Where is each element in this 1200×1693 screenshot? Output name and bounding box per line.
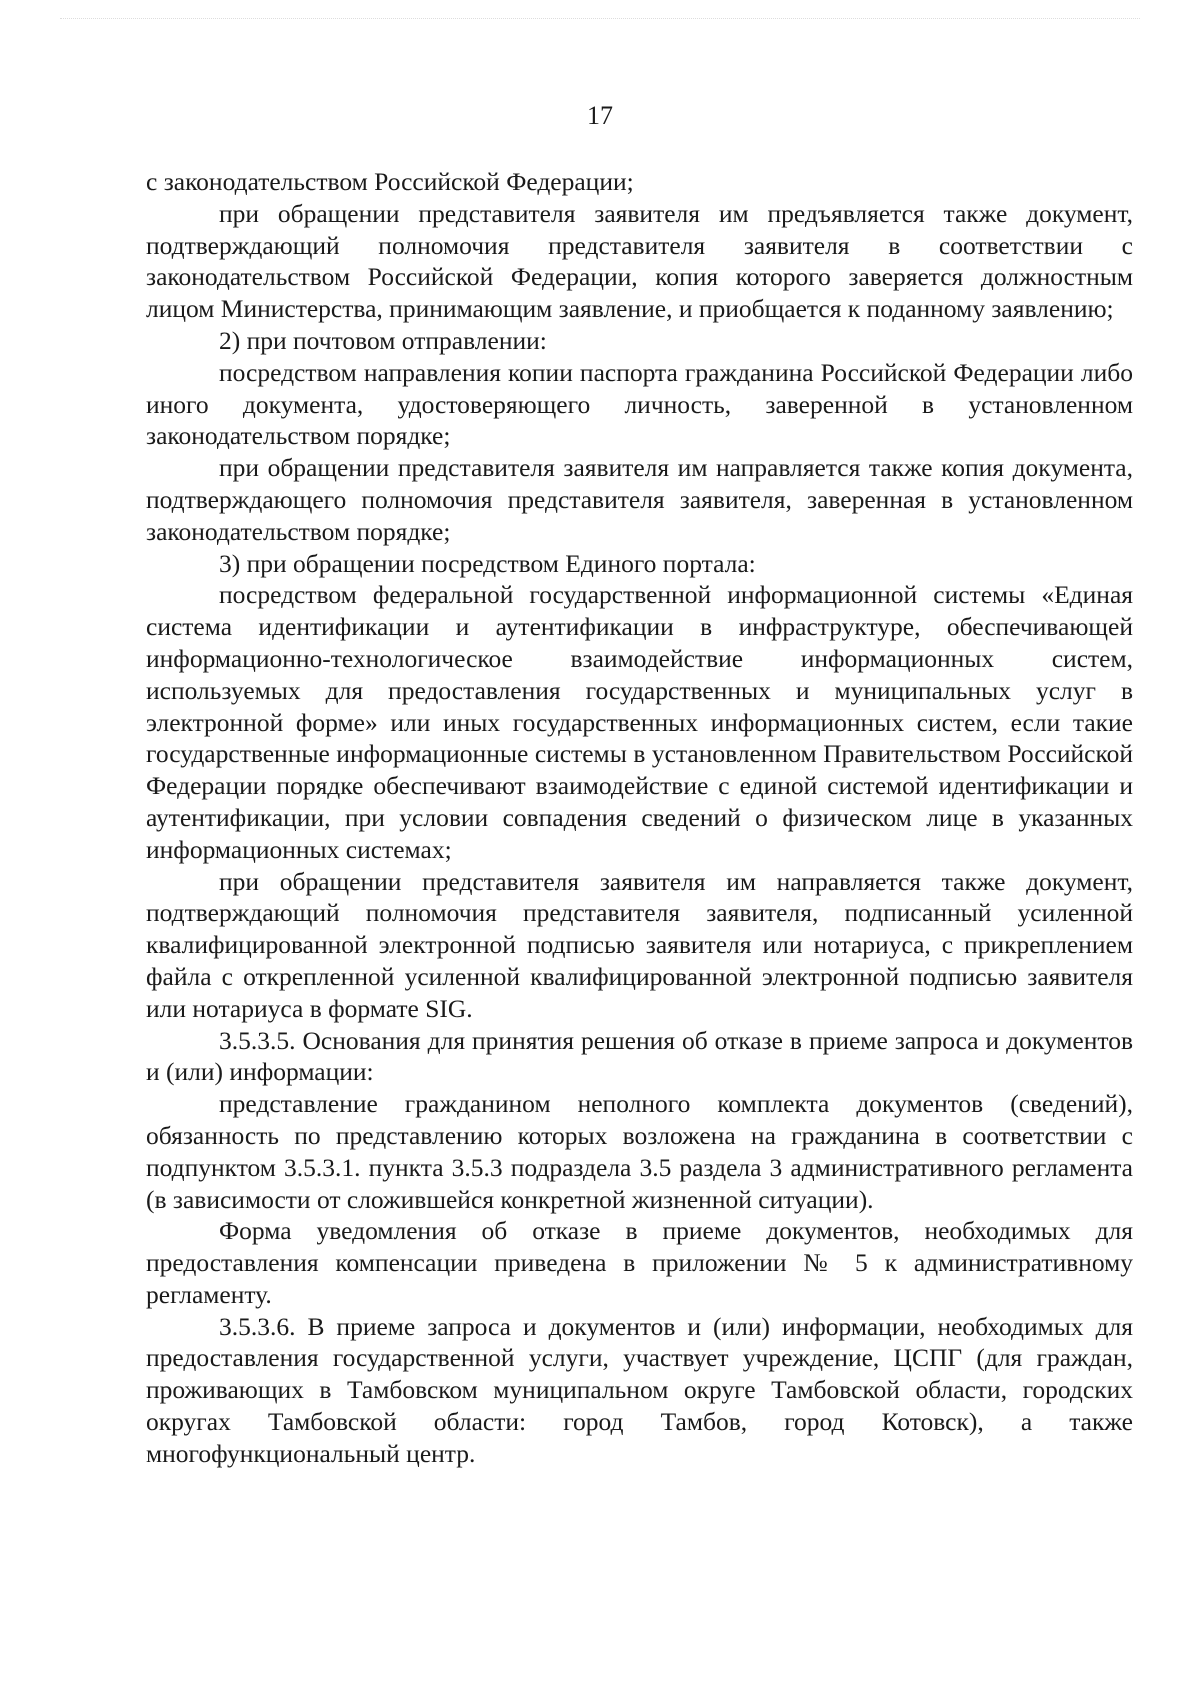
paragraph: посредством федеральной государственной информационной системы «Единая система идентификации и аутентификации в инфраструктуре, обеспечивающей информационно-технологическое взаимодействие информационных систем, используемых для предоставления государственных и муниципальных услуг в электронной форме» или иных государственных информационных систем, если такие государственные информационные системы в установленном Правительством Российской Федерации порядке обеспечивают взаимодействие с единой системой идентификации и аутентификации, при условии совпадения сведений о физическом лице в указанных информационных системах; bbox=[146, 580, 1133, 864]
paragraph: при обращении представителя заявителя им направляется также копия документа, подтверждающего полномочия представителя заявителя, заверенная в установленном законодательством порядке; bbox=[146, 453, 1133, 546]
page-number: 17 bbox=[587, 101, 613, 130]
paragraph: 2) при почтовом отправлении: bbox=[219, 325, 547, 355]
scan-artifact bbox=[60, 18, 1140, 21]
paragraph: Форма уведомления об отказе в приеме документов, необходимых для предоставления компенсации приведена в приложении № 5 к административному регламенту. bbox=[146, 1216, 1133, 1309]
paragraph: при обращении представителя заявителя им предъявляется также документ, подтверждающий полномочия представителя заявителя в соответствии с законодательством Российской Федерации, копия которого заверяется должностным лицом Министерства, принимающим заявление, и приобщается к поданному заявлению; bbox=[146, 198, 1133, 324]
paragraph: при обращении представителя заявителя им направляется также документ, подтверждающий полномочия представителя заявителя, подписанный усиленной квалифицированной электронной подписью заявителя или нотариуса, с прикреплением файла с открепленной усиленной квалифицированной электронной подписью заявителя или нотариуса в формате SIG. bbox=[146, 866, 1133, 1023]
paragraph: 3.5.3.5. Основания для принятия решения об отказе в приеме запроса и документов и (или) информации: bbox=[146, 1025, 1133, 1087]
paragraph: с законодательством Российской Федерации; bbox=[146, 167, 634, 196]
paragraph: 3) при обращении посредством Единого портала: bbox=[219, 548, 756, 578]
paragraph: 3.5.3.6. В приеме запроса и документов и (или) информации, необходимых для предоставления государственной услуги, участвует учреждение, ЦСПГ (для граждан, проживающих в Тамбовском муниципальном округе Тамбовской области, городских округах Тамбовской области: город Тамбов, город Котовск), а также многофункциональный центр. bbox=[146, 1311, 1133, 1468]
paragraph: посредством направления копии паспорта гражданина Российской Федерации либо иного документа, удостоверяющего личность, заверенной в установленном законодательством порядке; bbox=[146, 357, 1133, 451]
paragraph: представление гражданином неполного комплекта документов (сведений), обязанность по представлению которых возложена на гражданина в соответствии с подпунктом 3.5.3.1. пункта 3.5.3 подраздела 3.5 раздела 3 административного регламента (в зависимости от сложившейся конкретной жизненной ситуации). bbox=[146, 1089, 1133, 1214]
document-body bbox=[146, 166, 1133, 1470]
